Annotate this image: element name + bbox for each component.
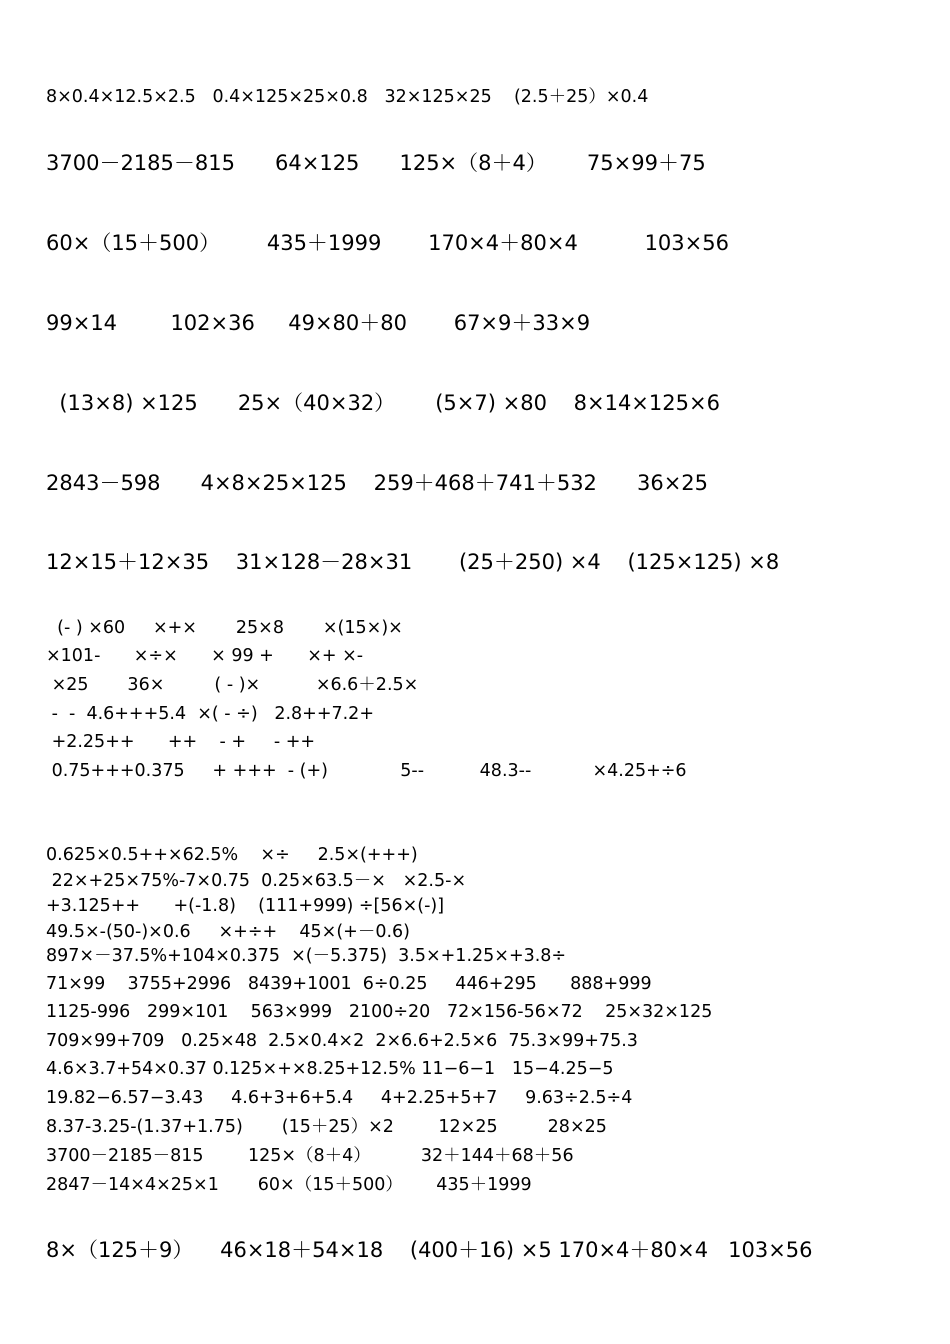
problem-line: 0.625×0.5++×62.5% ×÷ 2.5×(+++) bbox=[46, 845, 418, 865]
problem-line: 71×99 3755+2996 8439+1001 6÷0.25 446+295 888+999 bbox=[46, 974, 652, 994]
problem-line: 709×99+709 0.25×48 2.5×0.4×2 2×6.6+2.5×6 75.3×99+75.3 bbox=[46, 1031, 638, 1051]
problem-line: 12×15＋12×35 31×128－28×31 (25＋250) ×4 (125×125) ×8 bbox=[46, 550, 780, 574]
problem-line: 3700－2185－815 125×（8＋4） 32＋144＋68＋56 bbox=[46, 1146, 574, 1166]
problem-line: (13×8) ×125 25×（40×32） (5×7) ×80 8×14×125×6 bbox=[46, 391, 720, 415]
problem-line: +2.25++ ++ - + - ++ bbox=[46, 732, 316, 752]
problem-line: ×25 36× ( - )× ×6.6＋2.5× bbox=[46, 675, 419, 695]
problem-line: 8×（125＋9） 46×18＋54×18 (400＋16) ×5 170×4＋80×4 103×56 bbox=[46, 1238, 813, 1262]
problem-line: 2847－14×4×25×1 60×（15＋500） 435＋1999 bbox=[46, 1175, 532, 1195]
problem-line: 4.6×3.7+54×0.37 0.125×+×8.25+12.5% 11−6−1 15−4.25−5 bbox=[46, 1059, 614, 1079]
problem-line: 8×0.4×12.5×2.5 0.4×125×25×0.8 32×125×25 (2.5＋25）×0.4 bbox=[46, 87, 649, 107]
problem-line: +3.125++ +(-1.8) (111+999) ÷[56×(-)] bbox=[46, 896, 445, 916]
problem-line: 0.75+++0.375 + +++ - (+) 5-- 48.3-- ×4.25+÷6 bbox=[46, 761, 687, 781]
problem-line: 99×14 102×36 49×80＋80 67×9＋33×9 bbox=[46, 311, 591, 335]
problem-line: 1125-996 299×101 563×999 2100÷20 72×156-56×72 25×32×125 bbox=[46, 1002, 713, 1022]
problem-line: ×101- ×÷× × 99 + ×+ ×- bbox=[46, 646, 364, 666]
problem-line: 8.37-3.25-(1.37+1.75) (15＋25）×2 12×25 28×25 bbox=[46, 1117, 607, 1137]
problem-line: 2843－598 4×8×25×125 259＋468＋741＋532 36×25 bbox=[46, 471, 709, 495]
problem-line: - - 4.6+++5.4 ×( - ÷) 2.8++7.2+ bbox=[46, 704, 374, 724]
problem-line: (- ) ×60 ×+× 25×8 ×(15×)× bbox=[46, 618, 403, 638]
problem-line: 19.82−6.57−3.43 4.6+3+6+5.4 4+2.25+5+7 9.63÷2.5÷4 bbox=[46, 1088, 633, 1108]
problem-line: 22×+25×75%-7×0.75 0.25×63.5－× ×2.5-× bbox=[46, 871, 467, 891]
problem-line: 3700－2185－815 64×125 125×（8＋4） 75×99＋75 bbox=[46, 151, 706, 175]
problem-line: 49.5×-(50-)×0.6 ×+÷+ 45×(+－0.6) bbox=[46, 922, 410, 942]
problem-line: 897×－37.5%+104×0.375 ×(－5.375) 3.5×+1.25×+3.8÷ bbox=[46, 946, 567, 966]
problem-line: 60×（15＋500） 435＋1999 170×4＋80×4 103×56 bbox=[46, 231, 729, 255]
